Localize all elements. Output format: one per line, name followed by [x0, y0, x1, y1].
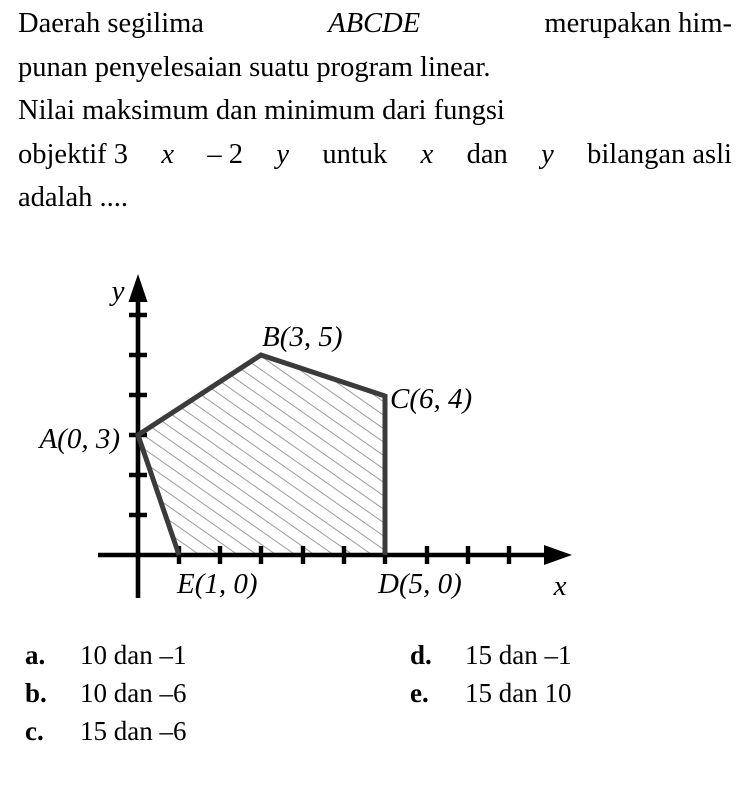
- question-text-fragment: untuk: [322, 138, 388, 170]
- variable-x: x: [161, 138, 175, 170]
- answer-option-a[interactable]: [25, 636, 186, 674]
- variable-y: y: [541, 138, 554, 170]
- option-value-a: 10 dan –1: [80, 640, 187, 670]
- question-text-fragment: objektif 3: [18, 138, 129, 170]
- question-text-fragment: merupakan him-: [544, 8, 732, 39]
- variable-x: x: [420, 138, 434, 170]
- option-key-c: c.: [25, 716, 44, 746]
- question-text-fragment: bilangan asli: [587, 138, 732, 170]
- vertex-label-D: D(5, 0): [378, 568, 462, 600]
- answer-option-d[interactable]: [410, 636, 571, 674]
- question-text: [18, 2, 732, 220]
- answer-option-c[interactable]: [25, 712, 186, 750]
- option-key-e: e.: [410, 678, 429, 708]
- answer-options: [18, 636, 732, 786]
- vertex-label-C: C(6, 4): [390, 383, 473, 415]
- option-key-a: a.: [25, 640, 46, 670]
- question-line-4: [18, 133, 732, 177]
- vertex-label-B: B(3, 5): [262, 321, 343, 353]
- question-text-fragment: Daerah segilima: [18, 8, 204, 39]
- region-name-inline: ABCDE: [328, 8, 421, 39]
- y-axis-arrowhead: [129, 274, 148, 302]
- question-line-5: [18, 176, 732, 220]
- question-line-1: [18, 2, 732, 46]
- coordinate-plane-svg: [0, 268, 750, 620]
- option-key-d: d.: [410, 640, 432, 670]
- question-line-2: [18, 46, 732, 90]
- vertex-label-A: A(0, 3): [39, 423, 120, 455]
- x-axis-arrowhead: [544, 545, 572, 565]
- option-value-d: 15 dan –1: [465, 640, 572, 670]
- option-value-c: 15 dan –6: [80, 716, 187, 746]
- question-text-fragment: Nilai maksimum dan minimum dari fungsi: [18, 95, 505, 126]
- question-text-fragment: punan penyelesaian suatu program linear.: [18, 51, 491, 83]
- question-text-fragment: dan: [466, 138, 508, 170]
- axis-label-y: y: [111, 275, 125, 307]
- answer-option-e[interactable]: [410, 674, 571, 712]
- answer-column-right: [410, 636, 571, 712]
- answer-option-b[interactable]: [25, 674, 186, 712]
- vertex-label-E: E(1, 0): [177, 568, 258, 600]
- option-key-b: b.: [25, 678, 47, 708]
- axis-label-x: x: [553, 570, 567, 602]
- answer-column-left: [25, 636, 186, 750]
- variable-y: y: [276, 138, 289, 170]
- question-text-fragment: adalah ....: [18, 182, 128, 213]
- question-text-fragment: – 2: [207, 138, 243, 170]
- question-line-3: [18, 89, 732, 133]
- option-value-e: 15 dan 10: [465, 678, 572, 708]
- option-value-b: 10 dan –6: [80, 678, 187, 708]
- coordinate-plane-figure: [0, 268, 750, 620]
